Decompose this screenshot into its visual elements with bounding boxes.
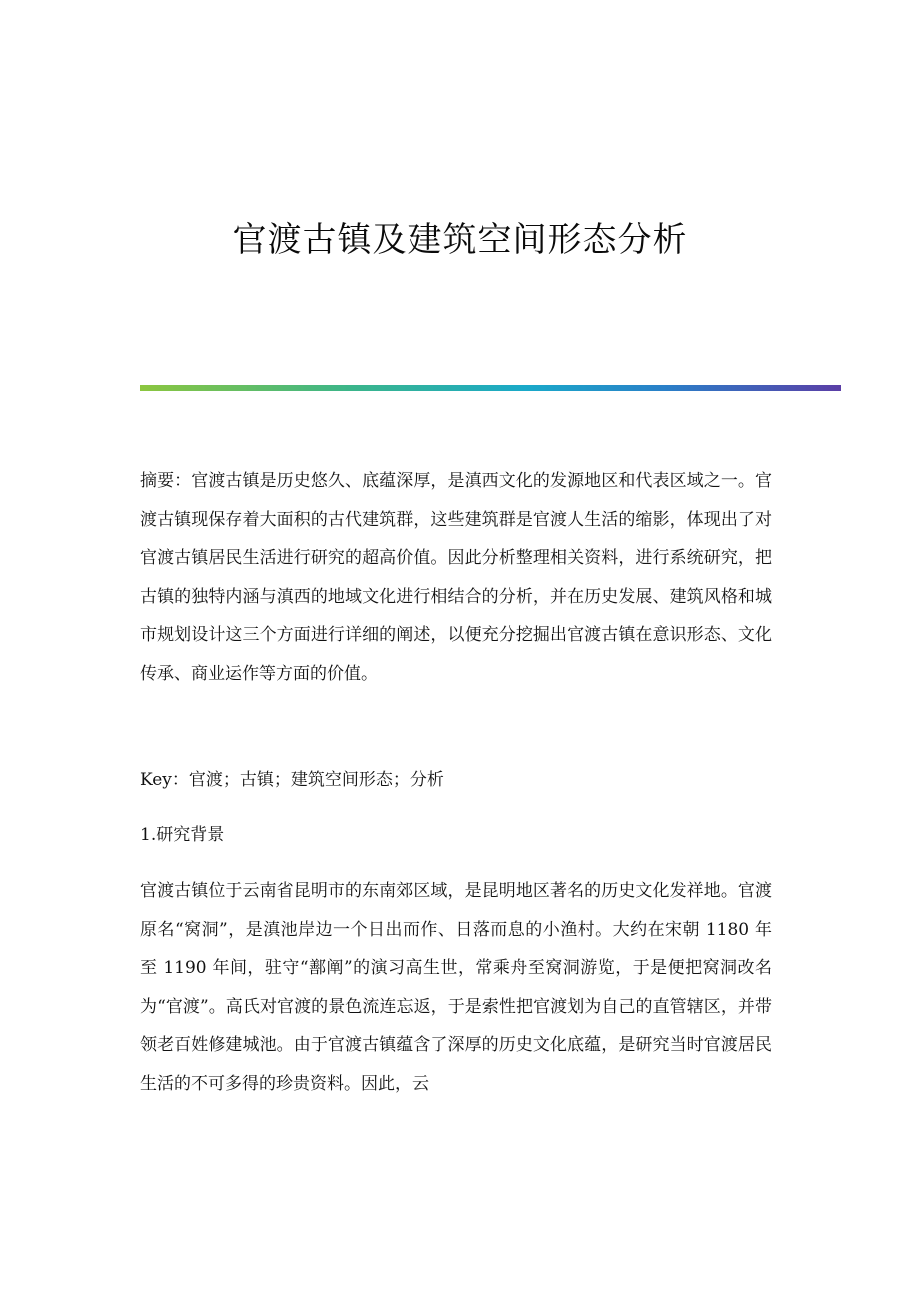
- title-divider: [140, 385, 841, 391]
- section-heading: 1.研究背景: [140, 825, 225, 845]
- body-paragraph: 官渡古镇位于云南省昆明市的东南郊区域，是昆明地区著名的历史文化发祥地。官渡原名“窝洞”，是滇池岸边一个日出而作、日落而息的小渔村。大约在宋朝 1180 年至 1190 年间，驻守“鄯阐”的演习高生世，常乘舟至窝洞游览，于是便把窝洞改名为“官渡”。高氏对官渡的景色流连忘返，于是索性把官渡划为自己的直管辖区，并带领老百姓修建城池。由于官渡古镇蕴含了深厚的历史文化底蕴，是研究当时官渡居民生活的不可多得的珍贵资料。因此，云: [140, 881, 772, 1094]
- document-title: 官渡古镇及建筑空间形态分析: [232, 220, 688, 260]
- abstract-paragraph: 摘要：官渡古镇是历史悠久、底蕴深厚，是滇西文化的发源地区和代表区域之一。官渡古镇现保存着大面积的古代建筑群，这些建筑群是官渡人生活的缩影，体现出了对官渡古镇居民生活进行研究的超高价值。因此分析整理相关资料，进行系统研究，把古镇的独特内涵与滇西的地域文化进行相结合的分析，并在历史发展、建筑风格和城市规划设计这三个方面进行详细的阐述，以便充分挖掘出官渡古镇在意识形态、文化传承、商业运作等方面的价值。: [140, 471, 772, 684]
- keywords-line: Key：官渡；古镇；建筑空间形态；分析: [140, 770, 444, 790]
